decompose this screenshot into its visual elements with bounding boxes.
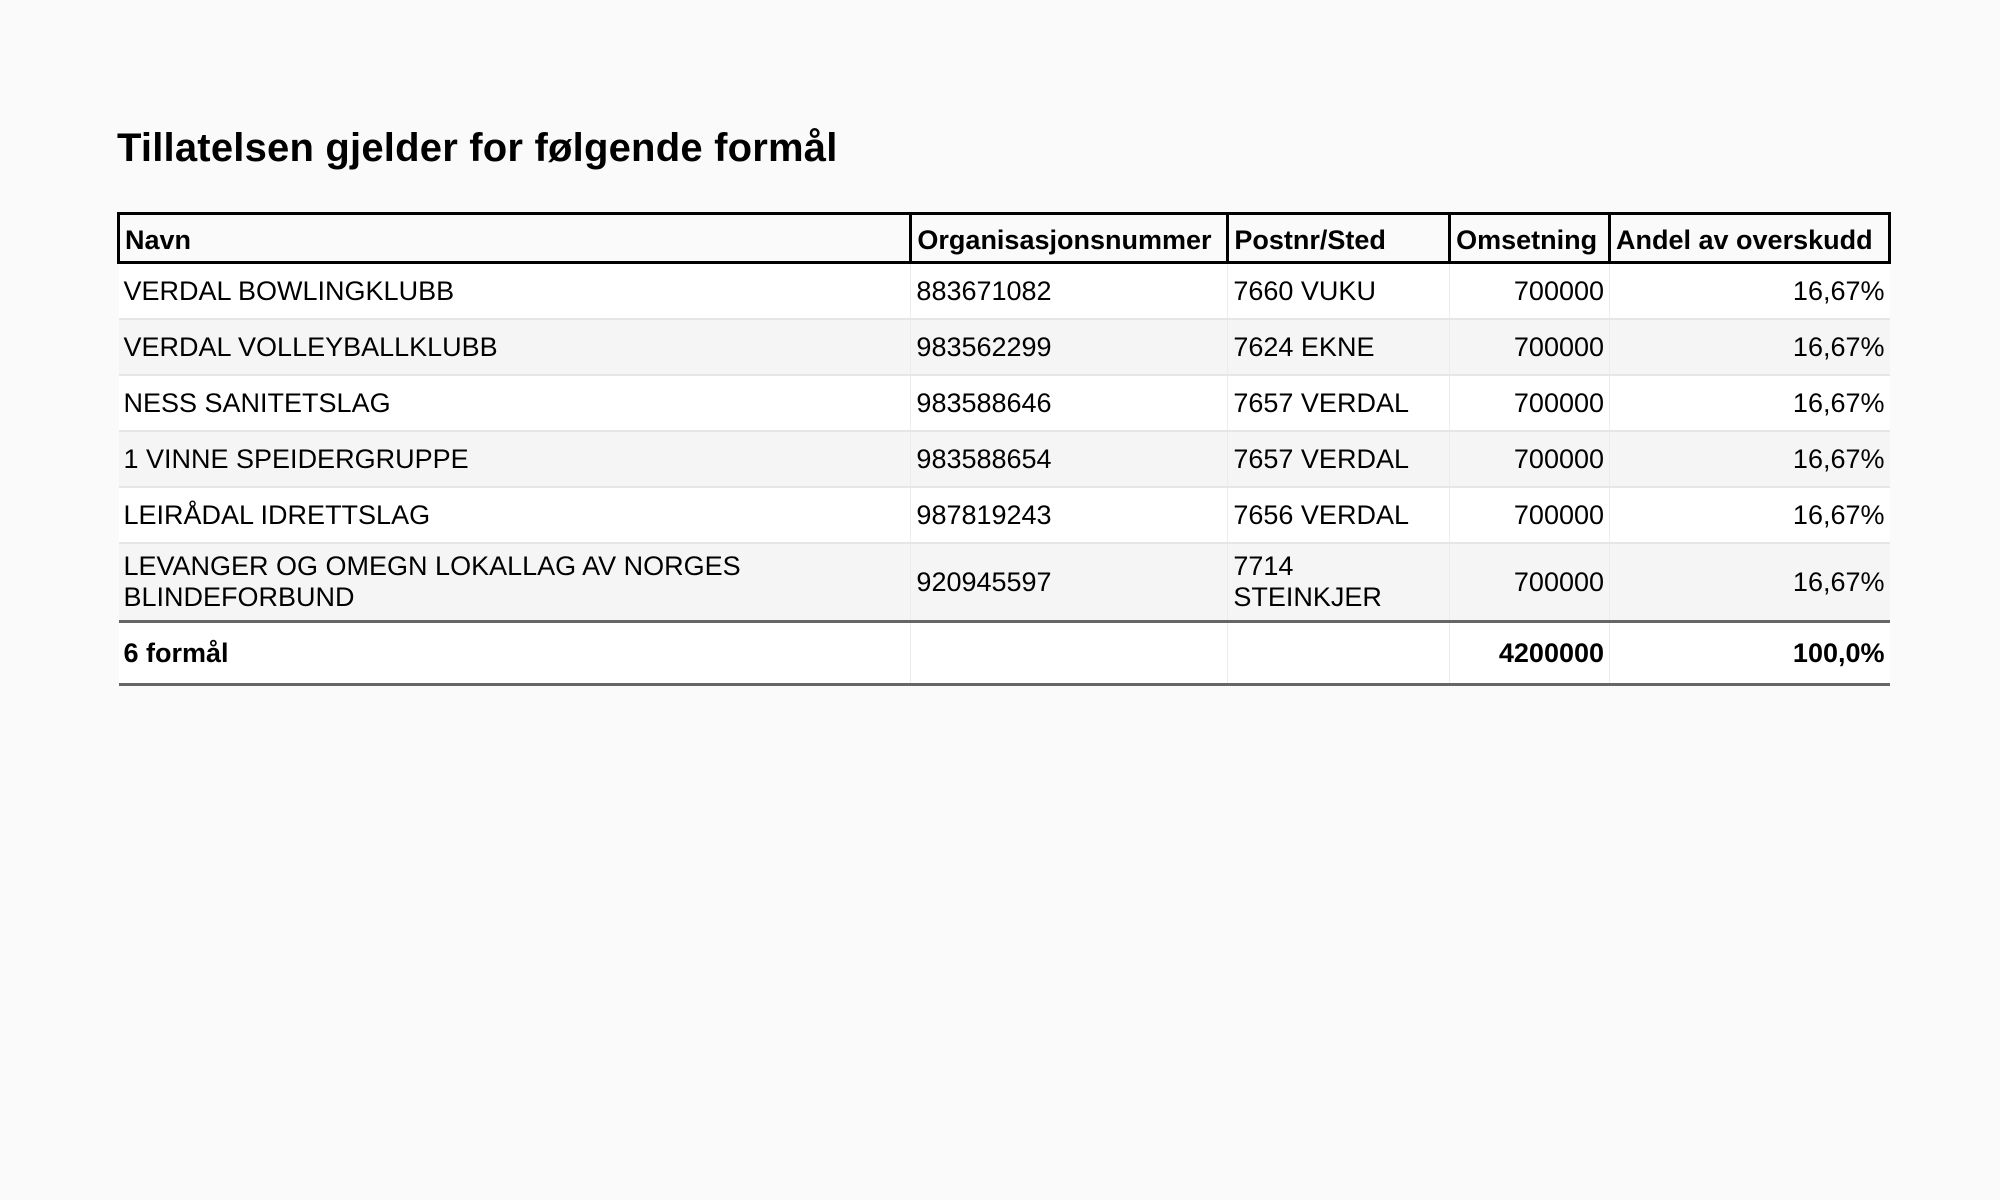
- cell-navn: 1 VINNE SPEIDERGRUPPE: [119, 431, 911, 487]
- cell-org: 983588646: [911, 375, 1228, 431]
- cell-navn-line2: BLINDEFORBUND: [123, 582, 355, 612]
- cell-oms: 700000: [1450, 375, 1610, 431]
- total-row: [119, 622, 1890, 685]
- table-row: [119, 375, 1890, 431]
- cell-oms: 700000: [1450, 431, 1610, 487]
- column-header-navn: Navn: [119, 214, 911, 263]
- cell-post-line2: STEINKJER: [1233, 582, 1382, 612]
- cell-oms: 700000: [1450, 487, 1610, 543]
- cell-navn-line1: LEVANGER OG OMEGN LOKALLAG AV NORGES: [123, 551, 741, 581]
- cell-andel: 16,67%: [1610, 431, 1890, 487]
- cell-org: 983588654: [911, 431, 1228, 487]
- column-header-postnr-sted: Postnr/Sted: [1228, 214, 1450, 263]
- table-header-row: [119, 214, 1890, 263]
- cell-post: 7660 VUKU: [1228, 263, 1450, 320]
- cell-oms: 700000: [1450, 543, 1610, 622]
- cell-post: [1228, 543, 1450, 622]
- column-header-andel: Andel av overskudd: [1610, 214, 1890, 263]
- cell-org: 883671082: [911, 263, 1228, 320]
- cell-andel: 16,67%: [1610, 543, 1890, 622]
- cell-navn: LEIRÅDAL IDRETTSLAG: [119, 487, 911, 543]
- table-row: [119, 487, 1890, 543]
- cell-post-line1: 7714: [1233, 551, 1294, 581]
- cell-andel: 16,67%: [1610, 263, 1890, 320]
- cell-oms: 700000: [1450, 263, 1610, 320]
- cell-andel: 16,67%: [1610, 487, 1890, 543]
- table-row: [119, 431, 1890, 487]
- column-header-omsetning: Omsetning: [1450, 214, 1610, 263]
- cell-oms: 700000: [1450, 319, 1610, 375]
- total-post-empty: [1228, 622, 1450, 685]
- table-row: [119, 543, 1890, 622]
- cell-post: 7657 VERDAL: [1228, 375, 1450, 431]
- total-label: 6 formål: [119, 622, 911, 685]
- page-title: Tillatelsen gjelder for følgende formål: [117, 126, 838, 170]
- total-andel: 100,0%: [1610, 622, 1890, 685]
- table-row: [119, 263, 1890, 320]
- cell-post: 7656 VERDAL: [1228, 487, 1450, 543]
- cell-post: 7657 VERDAL: [1228, 431, 1450, 487]
- cell-andel: 16,67%: [1610, 375, 1890, 431]
- cell-org: 983562299: [911, 319, 1228, 375]
- total-omsetning: 4200000: [1450, 622, 1610, 685]
- total-org-empty: [911, 622, 1228, 685]
- column-header-organisasjonsnummer: Organisasjonsnummer: [911, 214, 1228, 263]
- cell-navn: NESS SANITETSLAG: [119, 375, 911, 431]
- cell-andel: 16,67%: [1610, 319, 1890, 375]
- cell-navn: VERDAL VOLLEYBALLKLUBB: [119, 319, 911, 375]
- formal-table: [117, 212, 1891, 686]
- cell-post: 7624 EKNE: [1228, 319, 1450, 375]
- cell-navn: VERDAL BOWLINGKLUBB: [119, 263, 911, 320]
- cell-org: 920945597: [911, 543, 1228, 622]
- table-row: [119, 319, 1890, 375]
- cell-navn: [119, 543, 911, 622]
- cell-org: 987819243: [911, 487, 1228, 543]
